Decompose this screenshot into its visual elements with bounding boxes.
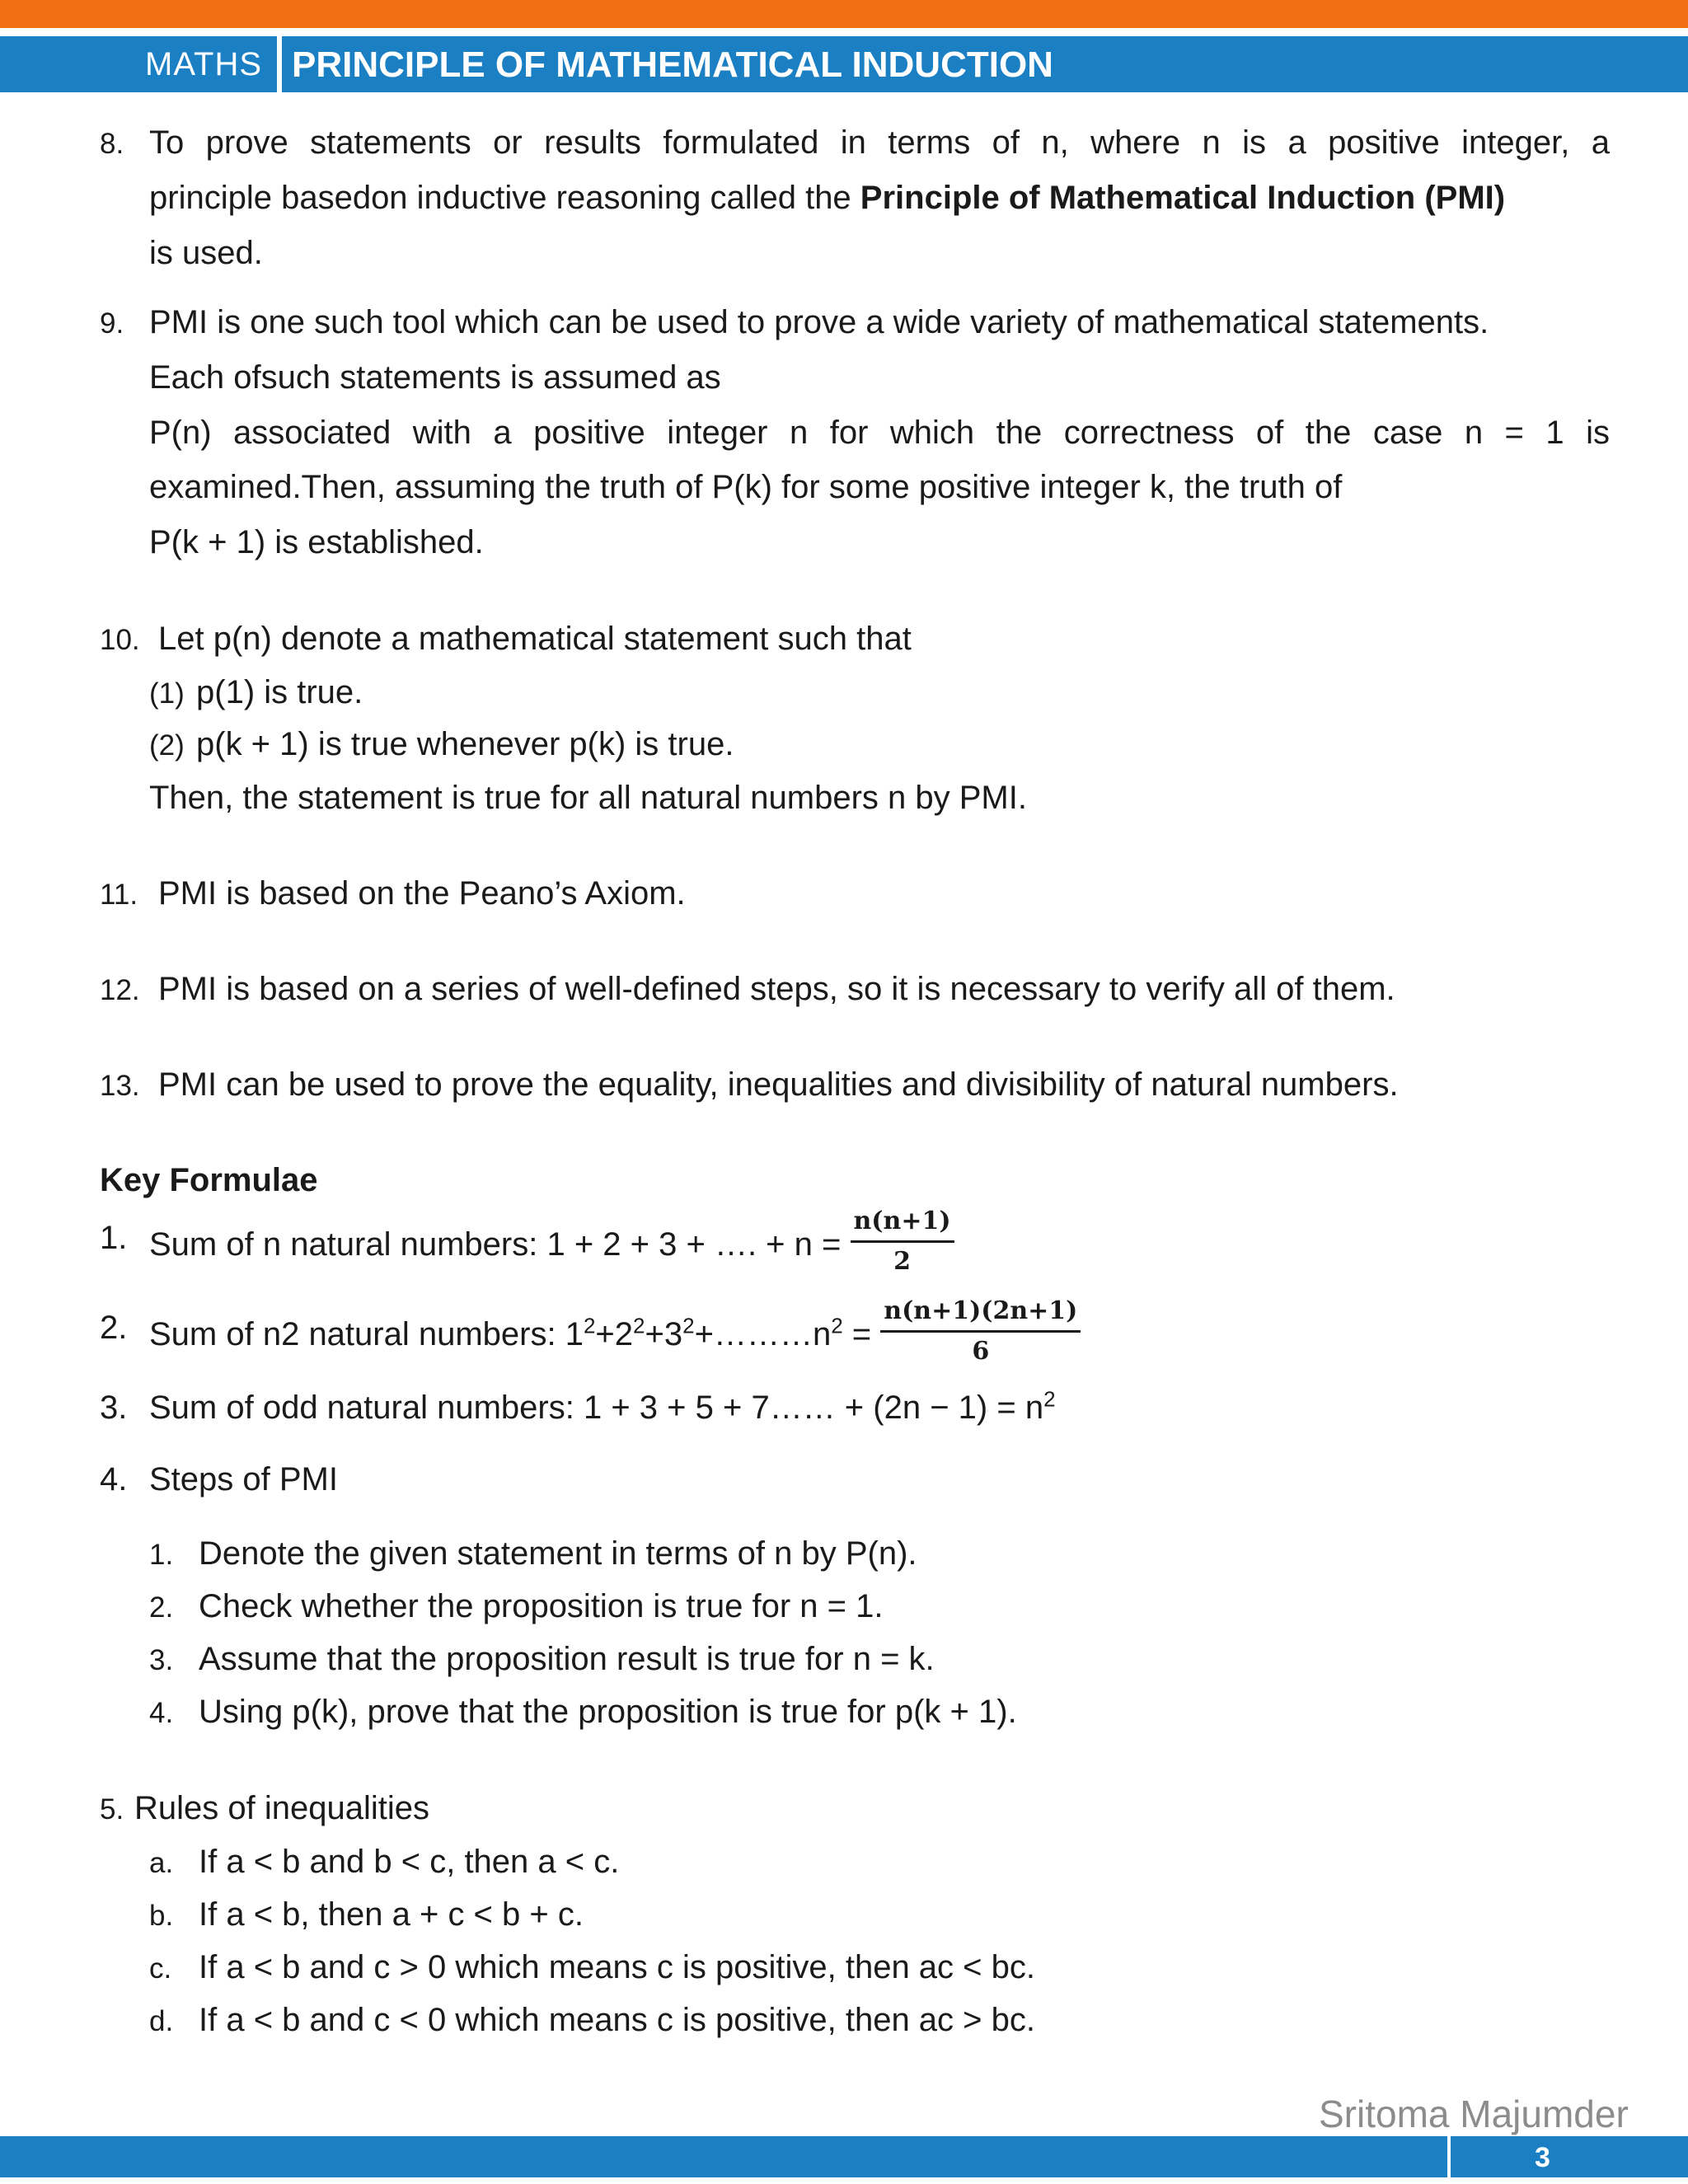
step-3-number: 3. (149, 1644, 174, 1676)
header-subject: MATHS (145, 46, 263, 82)
rule-a-text: If a < b and b < c, then a < c. (199, 1844, 620, 1880)
footer-divider (1447, 2136, 1451, 2177)
exponent: 2 (583, 1313, 596, 1338)
condition-1-number: (1) (149, 677, 185, 710)
formula-3 (149, 1380, 1056, 1436)
item-9-line3: P(n) associated with a positive integer n for which the correctness of the case n = 1 is (149, 415, 1610, 451)
exponent: 2 (831, 1313, 843, 1338)
step-3-text: Assume that the proposition result is true for n = k. (199, 1641, 935, 1677)
formula-2-term: +………n (694, 1316, 832, 1353)
fraction-denominator: 2 (893, 1247, 911, 1276)
formula-2-fraction (880, 1296, 1081, 1367)
top-accent-bar (0, 0, 1688, 28)
pmi-term: Principle of Mathematical Induction (PMI) (860, 180, 1506, 216)
item-13-text: PMI can be used to prove the equality, inequalities and divisibility of natural numbers. (158, 1066, 1399, 1103)
step-2-text: Check whether the proposition is true for n = 1. (199, 1588, 884, 1624)
item-11-text: PMI is based on the Peano’s Axiom. (158, 875, 686, 912)
rule-d-letter: d. (149, 2005, 174, 2037)
condition-2-number: (2) (149, 729, 185, 762)
fraction-denominator: 6 (972, 1337, 990, 1366)
key-formulae-heading: Key Formulae (100, 1162, 318, 1198)
item-8-number: 8. (100, 128, 124, 160)
condition-1-text: p(1) is true. (196, 674, 363, 710)
item-12-text: PMI is based on a series of well-defined steps, so it is necessary to verify all of them. (158, 971, 1395, 1007)
formula-5-number: 5. (100, 1793, 124, 1825)
step-4-number: 4. (149, 1697, 174, 1729)
item-8-line2-text: principle basedon inductive reasoning called the (149, 180, 860, 216)
exponent: 2 (633, 1313, 645, 1338)
item-10-number: 10. (100, 624, 140, 656)
item-9-number: 9. (100, 307, 124, 340)
item-9-line1: PMI is one such tool which can be used to prove a wide variety of mathematical statements. (149, 304, 1489, 340)
item-10-line4: Then, the statement is true for all natural numbers n by PMI. (149, 780, 1027, 816)
page-number: 3 (1535, 2142, 1550, 2173)
page-header (0, 36, 1688, 92)
step-1-text: Denote the given statement in terms of n by P(n). (199, 1535, 917, 1572)
fraction-numerator: n(n+1)(2n+1) (880, 1296, 1081, 1333)
formula-1 (149, 1207, 954, 1282)
formula-2-term: = (842, 1316, 872, 1353)
fraction-numerator: n(n+1) (851, 1206, 954, 1243)
exponent: 2 (682, 1313, 695, 1338)
author-name: Sritoma Majumder (1319, 2093, 1629, 2135)
item-9-line4: examined.Then, assuming the truth of P(k) for some positive integer k, the truth of (149, 469, 1343, 505)
condition-2-text: p(k + 1) is true whenever p(k) is true. (196, 726, 734, 762)
step-4-text: Using p(k), prove that the proposition is true for p(k + 1). (199, 1694, 1017, 1730)
formula-4-text: Steps of PMI (149, 1461, 338, 1497)
formula-1-fraction (851, 1206, 954, 1277)
item-11-number: 11. (100, 879, 138, 911)
item-12-number: 12. (100, 974, 140, 1006)
item-13-number: 13. (100, 1070, 140, 1102)
header-divider (277, 36, 282, 92)
rule-b-text: If a < b, then a + c < b + c. (199, 1896, 584, 1933)
rule-c-letter: c. (149, 1952, 172, 1985)
item-9-line5: P(k + 1) is established. (149, 524, 484, 560)
formula-1-text: Sum of n natural numbers: 1 + 2 + 3 + …. + n = (149, 1226, 842, 1263)
header-title: PRINCIPLE OF MATHEMATICAL INDUCTION (292, 45, 1053, 85)
rule-a-letter: a. (149, 1847, 174, 1879)
formula-2-term: +2 (595, 1316, 634, 1353)
formula-4-number: 4. (100, 1461, 128, 1497)
page-footer (0, 2136, 1688, 2177)
rule-d-text: If a < b and c < 0 which means c is positive, then ac > bc. (199, 2002, 1035, 2038)
rule-b-letter: b. (149, 1900, 174, 1932)
formula-5-text: Rules of inequalities (134, 1790, 429, 1826)
formula-3-number: 3. (100, 1390, 128, 1426)
formula-3-text: Sum of odd natural numbers: 1 + 3 + 5 + 7…… + (2n − 1) = n (149, 1390, 1044, 1426)
item-9-line2: Each ofsuch statements is assumed as (149, 359, 721, 396)
rule-c-text: If a < b and c > 0 which means c is positive, then ac < bc. (199, 1949, 1035, 1985)
formula-1-number: 1. (100, 1220, 128, 1256)
item-8-line3: is used. (149, 235, 263, 271)
item-8-line1: To prove statements or results formulated in terms of n, where n is a positive integer, a (149, 124, 1610, 161)
formula-2-term: +3 (645, 1316, 683, 1353)
formula-2 (149, 1296, 1081, 1372)
step-2-number: 2. (149, 1591, 174, 1624)
step-1-number: 1. (149, 1539, 174, 1571)
item-8-line2 (149, 171, 1610, 226)
formula-2-number: 2. (100, 1310, 128, 1346)
exponent: 2 (1043, 1386, 1056, 1412)
item-10-line1: Let p(n) denote a mathematical statement such that (158, 621, 912, 657)
formula-2-text: Sum of n2 natural numbers: 1 (149, 1316, 584, 1353)
